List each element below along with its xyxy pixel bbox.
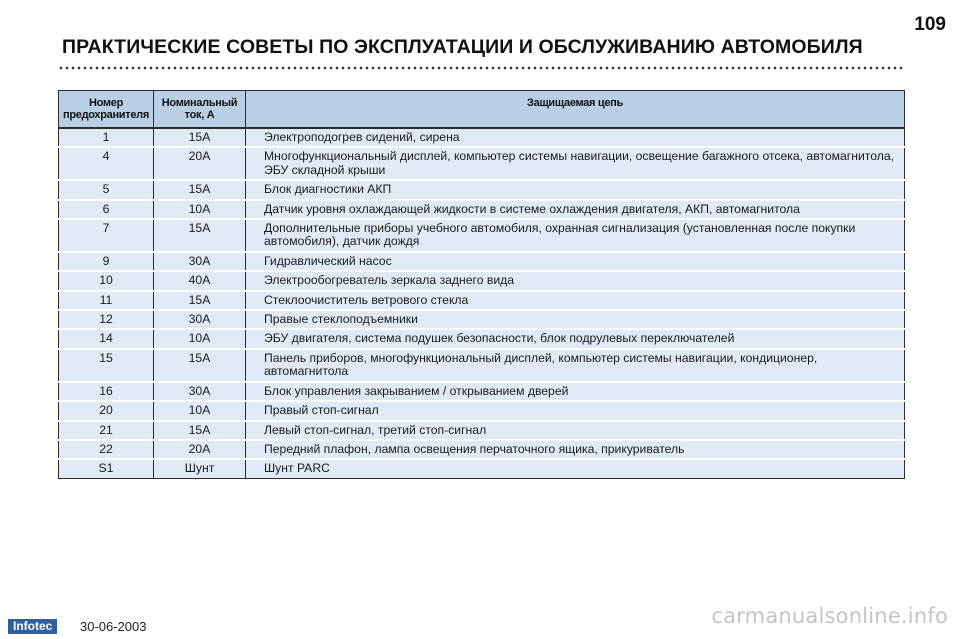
rating-cell: 10A [154,401,246,420]
dotted-divider [58,66,904,70]
rating-cell: 20A [154,440,246,459]
circuit-cell: ЭБУ двигателя, система подушек безопасности, блок подрулевых переключателей [246,329,905,348]
circuit-cell: Электрообогреватель зеркала заднего вида [246,271,905,290]
fuse-table-body [59,128,905,478]
fuse-number-cell: 5 [59,180,154,199]
rating-cell: 15A [154,128,246,147]
fuse-number-cell: 15 [59,349,154,382]
fuse-number-cell: 22 [59,440,154,459]
rating-cell: 15A [154,180,246,199]
table-row [59,200,905,219]
circuit-cell: Блок управления закрыванием / открыванием дверей [246,382,905,401]
rating-cell: 30A [154,310,246,329]
footer-date: 30-06-2003 [80,619,147,634]
circuit-cell: Правые стеклоподъемники [246,310,905,329]
rating-cell: 40A [154,271,246,290]
table-row [59,252,905,271]
circuit-cell: Панель приборов, многофункциональный дисплей, компьютер системы навигации, кондиционер, автомагнитола [246,349,905,382]
table-row [59,310,905,329]
fuse-number-cell: 12 [59,310,154,329]
fuse-number-cell: 10 [59,271,154,290]
table-row [59,459,905,478]
fuse-number-cell: 9 [59,252,154,271]
fuse-number-cell: S1 [59,459,154,478]
table-row [59,440,905,459]
rating-cell: 20A [154,147,246,180]
fuse-number-cell: 16 [59,382,154,401]
fuse-number-cell: 6 [59,200,154,219]
table-row [59,219,905,252]
table-row [59,180,905,199]
rating-cell: 15A [154,349,246,382]
header-rating: Номинальный ток, А [154,91,246,129]
circuit-cell: Правый стоп-сигнал [246,401,905,420]
table-row [59,291,905,310]
circuit-cell: Левый стоп-сигнал, третий стоп-сигнал [246,421,905,440]
table-row [59,421,905,440]
rating-cell: 10A [154,200,246,219]
header-protected-circuit: Защищаемая цепь [246,91,905,129]
circuit-cell: Многофункциональный дисплей, компьютер системы навигации, освещение багажного отсека, автомагнитола, ЭБУ складной крыши [246,147,905,180]
page-title: ПРАКТИЧЕСКИЕ СОВЕТЫ ПО ЭКСПЛУАТАЦИИ И ОБСЛУЖИВАНИЮ АВТОМОБИЛЯ [62,36,863,58]
table-row [59,147,905,180]
table-row [59,271,905,290]
fuse-number-cell: 21 [59,421,154,440]
fuse-table [58,90,905,479]
circuit-cell: Дополнительные приборы учебного автомобиля, охранная сигнализация (установленная после покупки автомобиля), датчик дождя [246,219,905,252]
table-row [59,349,905,382]
circuit-cell: Блок диагностики АКП [246,180,905,199]
rating-cell: 30A [154,252,246,271]
table-row [59,329,905,348]
rating-cell: 15A [154,291,246,310]
fuse-number-cell: 1 [59,128,154,147]
table-row [59,382,905,401]
rating-cell: Шунт [154,459,246,478]
table-header-row [59,91,905,129]
fuse-number-cell: 7 [59,219,154,252]
circuit-cell: Передний плафон, лампа освещения перчаточного ящика, прикуриватель [246,440,905,459]
circuit-cell: Гидравлический насос [246,252,905,271]
header-fuse-number: Номер предохранителя [59,91,154,129]
fuse-number-cell: 4 [59,147,154,180]
fuse-number-cell: 14 [59,329,154,348]
watermark: carmanualsonline.info [711,604,948,628]
infotec-logo: Infotec [8,619,57,634]
circuit-cell: Стеклоочиститель ветрового стекла [246,291,905,310]
circuit-cell: Электроподогрев сидений, сирена [246,128,905,147]
page-number: 109 [914,14,946,35]
circuit-cell: Шунт PARC [246,459,905,478]
table-row [59,401,905,420]
rating-cell: 15A [154,421,246,440]
table-row [59,128,905,147]
fuse-number-cell: 20 [59,401,154,420]
rating-cell: 15A [154,219,246,252]
circuit-cell: Датчик уровня охлаждающей жидкости в системе охлаждения двигателя, АКП, автомагнитола [246,200,905,219]
fuse-number-cell: 11 [59,291,154,310]
rating-cell: 30A [154,382,246,401]
rating-cell: 10A [154,329,246,348]
